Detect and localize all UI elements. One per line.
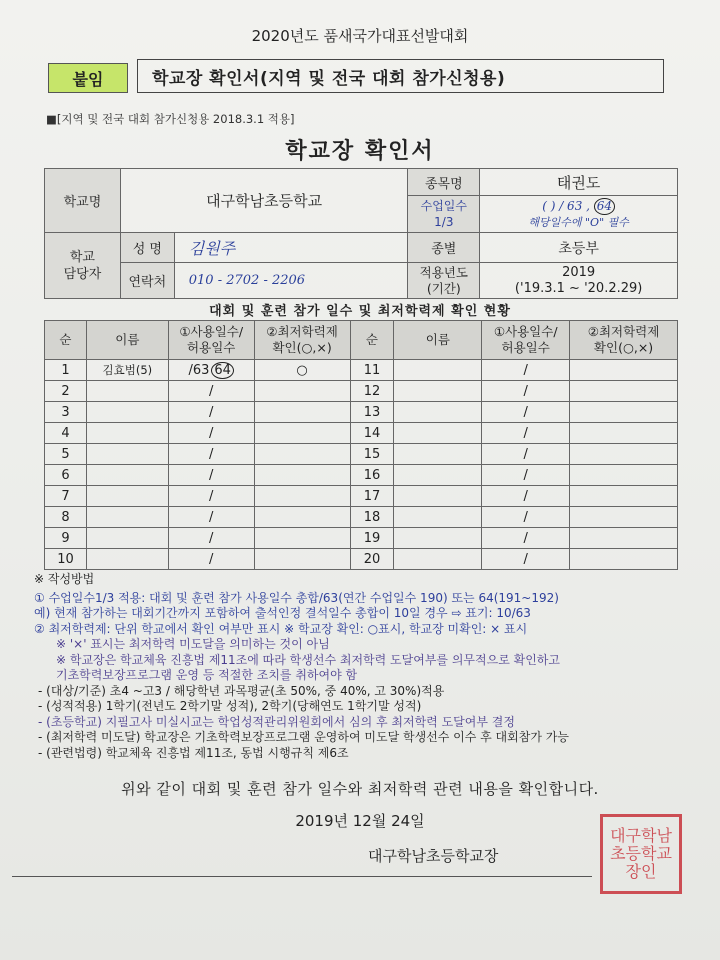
row-name bbox=[86, 528, 168, 549]
note-2: ② 최저학력제: 단위 학교에서 확인 여부만 표시 ※ 학교장 확인: ○표시, 학교장 미확인: × 표시 bbox=[34, 621, 528, 636]
confirmation-text: 위와 같이 대회 및 훈련 참가 일수와 최저학력 관련 내용을 확인합니다. bbox=[121, 780, 599, 798]
row-days-text: / bbox=[209, 488, 214, 504]
row-no-2 bbox=[350, 465, 394, 486]
header-min-line1: ②최저학력제 bbox=[266, 324, 338, 339]
days-label bbox=[408, 196, 480, 233]
row-days-2-text: / bbox=[523, 404, 528, 420]
header-name: 이름 bbox=[86, 321, 168, 360]
row-no-2 bbox=[350, 444, 394, 465]
contact-label: 연락처 bbox=[120, 263, 174, 299]
division-value: 초등부 bbox=[480, 233, 678, 263]
row-name-2 bbox=[394, 381, 482, 402]
row-no-text: 10 bbox=[57, 551, 74, 567]
row-days-2 bbox=[482, 465, 570, 486]
row-no bbox=[45, 423, 87, 444]
row-no-text: 7 bbox=[61, 488, 70, 504]
contact-value: 010 - 2702 - 2206 bbox=[174, 263, 408, 299]
year-label-line1: 적용년도 bbox=[419, 264, 468, 280]
header-days bbox=[168, 321, 254, 360]
row-no-2-text: 19 bbox=[363, 530, 381, 546]
row-days-2 bbox=[482, 549, 570, 570]
row-no-2-text: 11 bbox=[363, 362, 381, 378]
info-table bbox=[44, 168, 678, 299]
form-note: ■[지역 및 전국 대회 참가신청용 2018.3.1 적용] bbox=[46, 112, 295, 126]
row-no-2 bbox=[350, 528, 394, 549]
header-days-line1: ①사용일수/ bbox=[179, 324, 244, 339]
bullet-4: - (최저학력 미도달) 학교장은 기초학력보장프로그램 운영하여 미도달 학생선수 이수 후 대회참가 가능 bbox=[38, 730, 569, 744]
row-name-2 bbox=[394, 465, 482, 486]
row-min bbox=[254, 423, 350, 444]
row-name-2 bbox=[394, 507, 482, 528]
year-label-line2: (기간) bbox=[426, 280, 461, 296]
row-name-text: 김효범(5) bbox=[102, 363, 153, 377]
days-value: ( ) / 63 , bbox=[542, 198, 590, 213]
row-days-text: / bbox=[209, 551, 214, 567]
row-no-text: 6 bbox=[61, 467, 70, 483]
row-name-2 bbox=[394, 486, 482, 507]
row-no-2-text: 12 bbox=[363, 383, 381, 399]
division-label: 종별 bbox=[408, 233, 480, 263]
name-label: 성 명 bbox=[120, 233, 174, 263]
note-1a: ① 수업일수1/3 적용: 대회 및 훈련 참가 사용일수 총합/63(연간 수업일수 190) 또는 64(191~192) bbox=[34, 590, 559, 605]
row-no bbox=[45, 444, 87, 465]
row-min bbox=[254, 465, 350, 486]
bullet-2: - (성적적용) 1학기(전년도 2학기말 성적), 2학기(당해연도 1학기말 성적) bbox=[38, 699, 422, 713]
row-min-2 bbox=[570, 402, 678, 423]
row-days-2 bbox=[482, 507, 570, 528]
row-name bbox=[86, 444, 168, 465]
row-no bbox=[45, 465, 87, 486]
days-label-line2: 1/3 bbox=[434, 215, 454, 229]
table-row bbox=[45, 486, 678, 507]
row-days-2-text: / bbox=[523, 551, 528, 567]
row-name-2 bbox=[394, 549, 482, 570]
bullet-3: - (초등학교) 지필고사 미실시교는 학업성적관리위원회에서 심의 후 최저학력 도달여부 결정 bbox=[38, 714, 515, 729]
row-days-text: / bbox=[209, 467, 214, 483]
row-name-2 bbox=[394, 402, 482, 423]
row-name bbox=[86, 465, 168, 486]
table-row bbox=[45, 381, 678, 402]
header-days-2-line2: 허용일수 bbox=[501, 340, 550, 355]
row-days-text: / bbox=[209, 383, 214, 399]
row-days-text: / bbox=[209, 446, 214, 462]
year-label bbox=[408, 263, 480, 299]
row-days-2-text: / bbox=[523, 530, 528, 546]
table-row bbox=[45, 360, 678, 381]
row-min bbox=[254, 549, 350, 570]
row-no-2-text: 14 bbox=[363, 425, 381, 441]
row-min-2 bbox=[570, 360, 678, 381]
row-no bbox=[45, 549, 87, 570]
row-no-2-text: 13 bbox=[363, 404, 381, 420]
row-days-2 bbox=[482, 423, 570, 444]
row-no-2 bbox=[350, 402, 394, 423]
row-no-2 bbox=[350, 423, 394, 444]
row-days-2 bbox=[482, 402, 570, 423]
note-1b: 예) 현재 참가하는 대회기간까지 포함하여 출석인정 결석일수 총합이 10일 경우 ⇨ 표기: 10/63 bbox=[34, 606, 531, 620]
row-no bbox=[45, 507, 87, 528]
teacher-label-line1: 학교 bbox=[69, 249, 95, 265]
teacher-label bbox=[45, 233, 121, 299]
row-days bbox=[168, 528, 254, 549]
notes-heading: ※ 작성방법 bbox=[34, 572, 95, 586]
table-row bbox=[45, 444, 678, 465]
row-days bbox=[168, 423, 254, 444]
official-seal: 대구학남초등학교장인 bbox=[600, 814, 682, 894]
header-min-2-line1: ②최저학력제 bbox=[587, 324, 660, 339]
row-days-2-text: / bbox=[523, 446, 528, 462]
row-days bbox=[168, 507, 254, 528]
row-name bbox=[86, 402, 168, 423]
row-no-2 bbox=[350, 549, 394, 570]
row-no-2 bbox=[350, 381, 394, 402]
row-name-2 bbox=[394, 528, 482, 549]
row-days bbox=[168, 360, 254, 381]
row-no-2-text: 17 bbox=[363, 488, 381, 504]
row-no-2 bbox=[350, 360, 394, 381]
header-days-2-line1: ①사용일수/ bbox=[493, 324, 558, 339]
header-min-2 bbox=[570, 321, 678, 360]
row-min-text: ○ bbox=[296, 362, 308, 378]
table-row bbox=[45, 528, 678, 549]
row-days-2 bbox=[482, 528, 570, 549]
row-no-2 bbox=[350, 486, 394, 507]
note-3: ※ '×' 표시는 최저학력 미도달을 의미하는 것이 아님 bbox=[56, 637, 330, 651]
row-name bbox=[86, 486, 168, 507]
row-min-2 bbox=[570, 423, 678, 444]
status-subtitle: 대회 및 훈련 참가 일수 및 최저학력제 확인 현황 bbox=[209, 304, 511, 319]
header-min-2-line2: 확인(○,×) bbox=[593, 340, 654, 355]
row-no-text: 3 bbox=[61, 404, 70, 420]
row-days-2-text: / bbox=[523, 488, 528, 504]
participation-table bbox=[44, 320, 678, 570]
header-min-line2: 확인(○,×) bbox=[272, 340, 332, 355]
name-value: 김원주 bbox=[174, 233, 408, 263]
row-name-2 bbox=[394, 444, 482, 465]
row-days-2-text: / bbox=[523, 362, 528, 378]
row-min-2 bbox=[570, 381, 678, 402]
row-min bbox=[254, 381, 350, 402]
note-4b: 기초학력보장프로그램 운영 등 적절한 조치를 취하여야 함 bbox=[56, 668, 358, 682]
row-min bbox=[254, 444, 350, 465]
table-row bbox=[45, 402, 678, 423]
row-name bbox=[86, 507, 168, 528]
table-row bbox=[45, 423, 678, 444]
header-no: 순 bbox=[45, 321, 87, 360]
instructions bbox=[34, 572, 694, 761]
year-value-cell bbox=[480, 263, 678, 299]
row-no-text: 2 bbox=[61, 383, 70, 399]
row-min bbox=[254, 360, 350, 381]
attachment-tag: 붙임 bbox=[48, 63, 128, 93]
row-days bbox=[168, 486, 254, 507]
school-name: 대구학남초등학교 bbox=[120, 169, 408, 233]
table-row bbox=[45, 507, 678, 528]
row-name-2 bbox=[394, 423, 482, 444]
table-row bbox=[45, 549, 678, 570]
row-name bbox=[86, 423, 168, 444]
days-value-cell bbox=[480, 196, 678, 233]
document-title: 학교장 확인서(지역 및 전국 대회 참가신청용) bbox=[137, 59, 664, 93]
row-no-2-text: 20 bbox=[363, 551, 381, 567]
row-no-text: 1 bbox=[61, 362, 70, 378]
row-no-text: 8 bbox=[61, 509, 70, 525]
row-no bbox=[45, 402, 87, 423]
days-circled: 64 bbox=[594, 198, 615, 215]
row-days bbox=[168, 444, 254, 465]
row-no bbox=[45, 381, 87, 402]
row-name bbox=[86, 381, 168, 402]
row-name bbox=[86, 549, 168, 570]
row-min-2 bbox=[570, 507, 678, 528]
bullet-1: - (대상/기준) 초4 ~고3 / 해당학년 과목평균(초 50%, 중 40%, 고 30%)적용 bbox=[38, 683, 445, 698]
bullet-5: - (관련법령) 학교체육 진흥법 제11조, 동법 시행규칙 제6조 bbox=[38, 745, 349, 760]
row-days-2 bbox=[482, 381, 570, 402]
year-value: 2019 bbox=[562, 264, 596, 280]
header-days-2 bbox=[482, 321, 570, 360]
row-min-2 bbox=[570, 465, 678, 486]
header-name-2: 이름 bbox=[394, 321, 482, 360]
row-min bbox=[254, 486, 350, 507]
event-title: 2020년도 품새국가대표선발대회 bbox=[251, 27, 469, 45]
row-min-2 bbox=[570, 486, 678, 507]
header-days-line2: 허용일수 bbox=[187, 340, 236, 355]
row-no-2-text: 18 bbox=[363, 509, 381, 525]
row-days-text: / bbox=[209, 404, 214, 420]
school-label: 학교명 bbox=[45, 169, 121, 233]
teacher-label-line2: 담당자 bbox=[63, 266, 102, 282]
row-min bbox=[254, 507, 350, 528]
row-days-2-text: / bbox=[523, 467, 528, 483]
sport-label: 종목명 bbox=[408, 169, 480, 196]
row-days-2 bbox=[482, 360, 570, 381]
header-no-2: 순 bbox=[350, 321, 394, 360]
table-header-row bbox=[45, 321, 678, 360]
row-no-2-text: 15 bbox=[363, 446, 381, 462]
period-value: ('19.3.1 ~ '20.2.29) bbox=[514, 280, 643, 296]
row-no-text: 9 bbox=[61, 530, 70, 546]
row-days-2-text: / bbox=[523, 509, 528, 525]
row-days-2 bbox=[482, 486, 570, 507]
row-min bbox=[254, 402, 350, 423]
row-days bbox=[168, 549, 254, 570]
sport-value: 태권도 bbox=[480, 169, 678, 196]
row-days-text: / bbox=[209, 425, 214, 441]
row-days-2 bbox=[482, 444, 570, 465]
row-days-text: / bbox=[209, 509, 214, 525]
issue-date: 2019년 12월 24일 bbox=[295, 812, 425, 830]
bottom-rule bbox=[12, 876, 592, 877]
row-days bbox=[168, 465, 254, 486]
row-no-text: 5 bbox=[61, 446, 70, 462]
principal-name: 대구학남초등학교장 bbox=[368, 847, 499, 865]
note-4a: ※ 학교장은 학교체육 진흥법 제11조에 따라 학생선수 최저학력 도달여부를 의무적으로 확인하고 bbox=[56, 652, 560, 667]
row-days bbox=[168, 381, 254, 402]
days-note: 해당일수에 "O" 필수 bbox=[528, 215, 629, 229]
header-min bbox=[254, 321, 350, 360]
row-days-2-text: / bbox=[523, 425, 528, 441]
row-no-2 bbox=[350, 507, 394, 528]
table-row bbox=[45, 465, 678, 486]
row-days-text: / bbox=[209, 530, 214, 546]
days-label-line1: 수업일수 bbox=[420, 199, 467, 213]
row-name bbox=[86, 360, 168, 381]
certificate-title: 학교장 확인서 bbox=[285, 139, 435, 164]
row-days-circled: 64 bbox=[211, 362, 234, 379]
row-min-2 bbox=[570, 528, 678, 549]
row-name-2 bbox=[394, 360, 482, 381]
row-days-2-text: / bbox=[523, 383, 528, 399]
row-days-text: /63 bbox=[188, 362, 210, 378]
row-no bbox=[45, 360, 87, 381]
row-no-text: 4 bbox=[61, 425, 70, 441]
row-no bbox=[45, 486, 87, 507]
row-min-2 bbox=[570, 549, 678, 570]
row-days bbox=[168, 402, 254, 423]
row-no bbox=[45, 528, 87, 549]
row-min-2 bbox=[570, 444, 678, 465]
row-no-2-text: 16 bbox=[363, 467, 381, 483]
row-min bbox=[254, 528, 350, 549]
